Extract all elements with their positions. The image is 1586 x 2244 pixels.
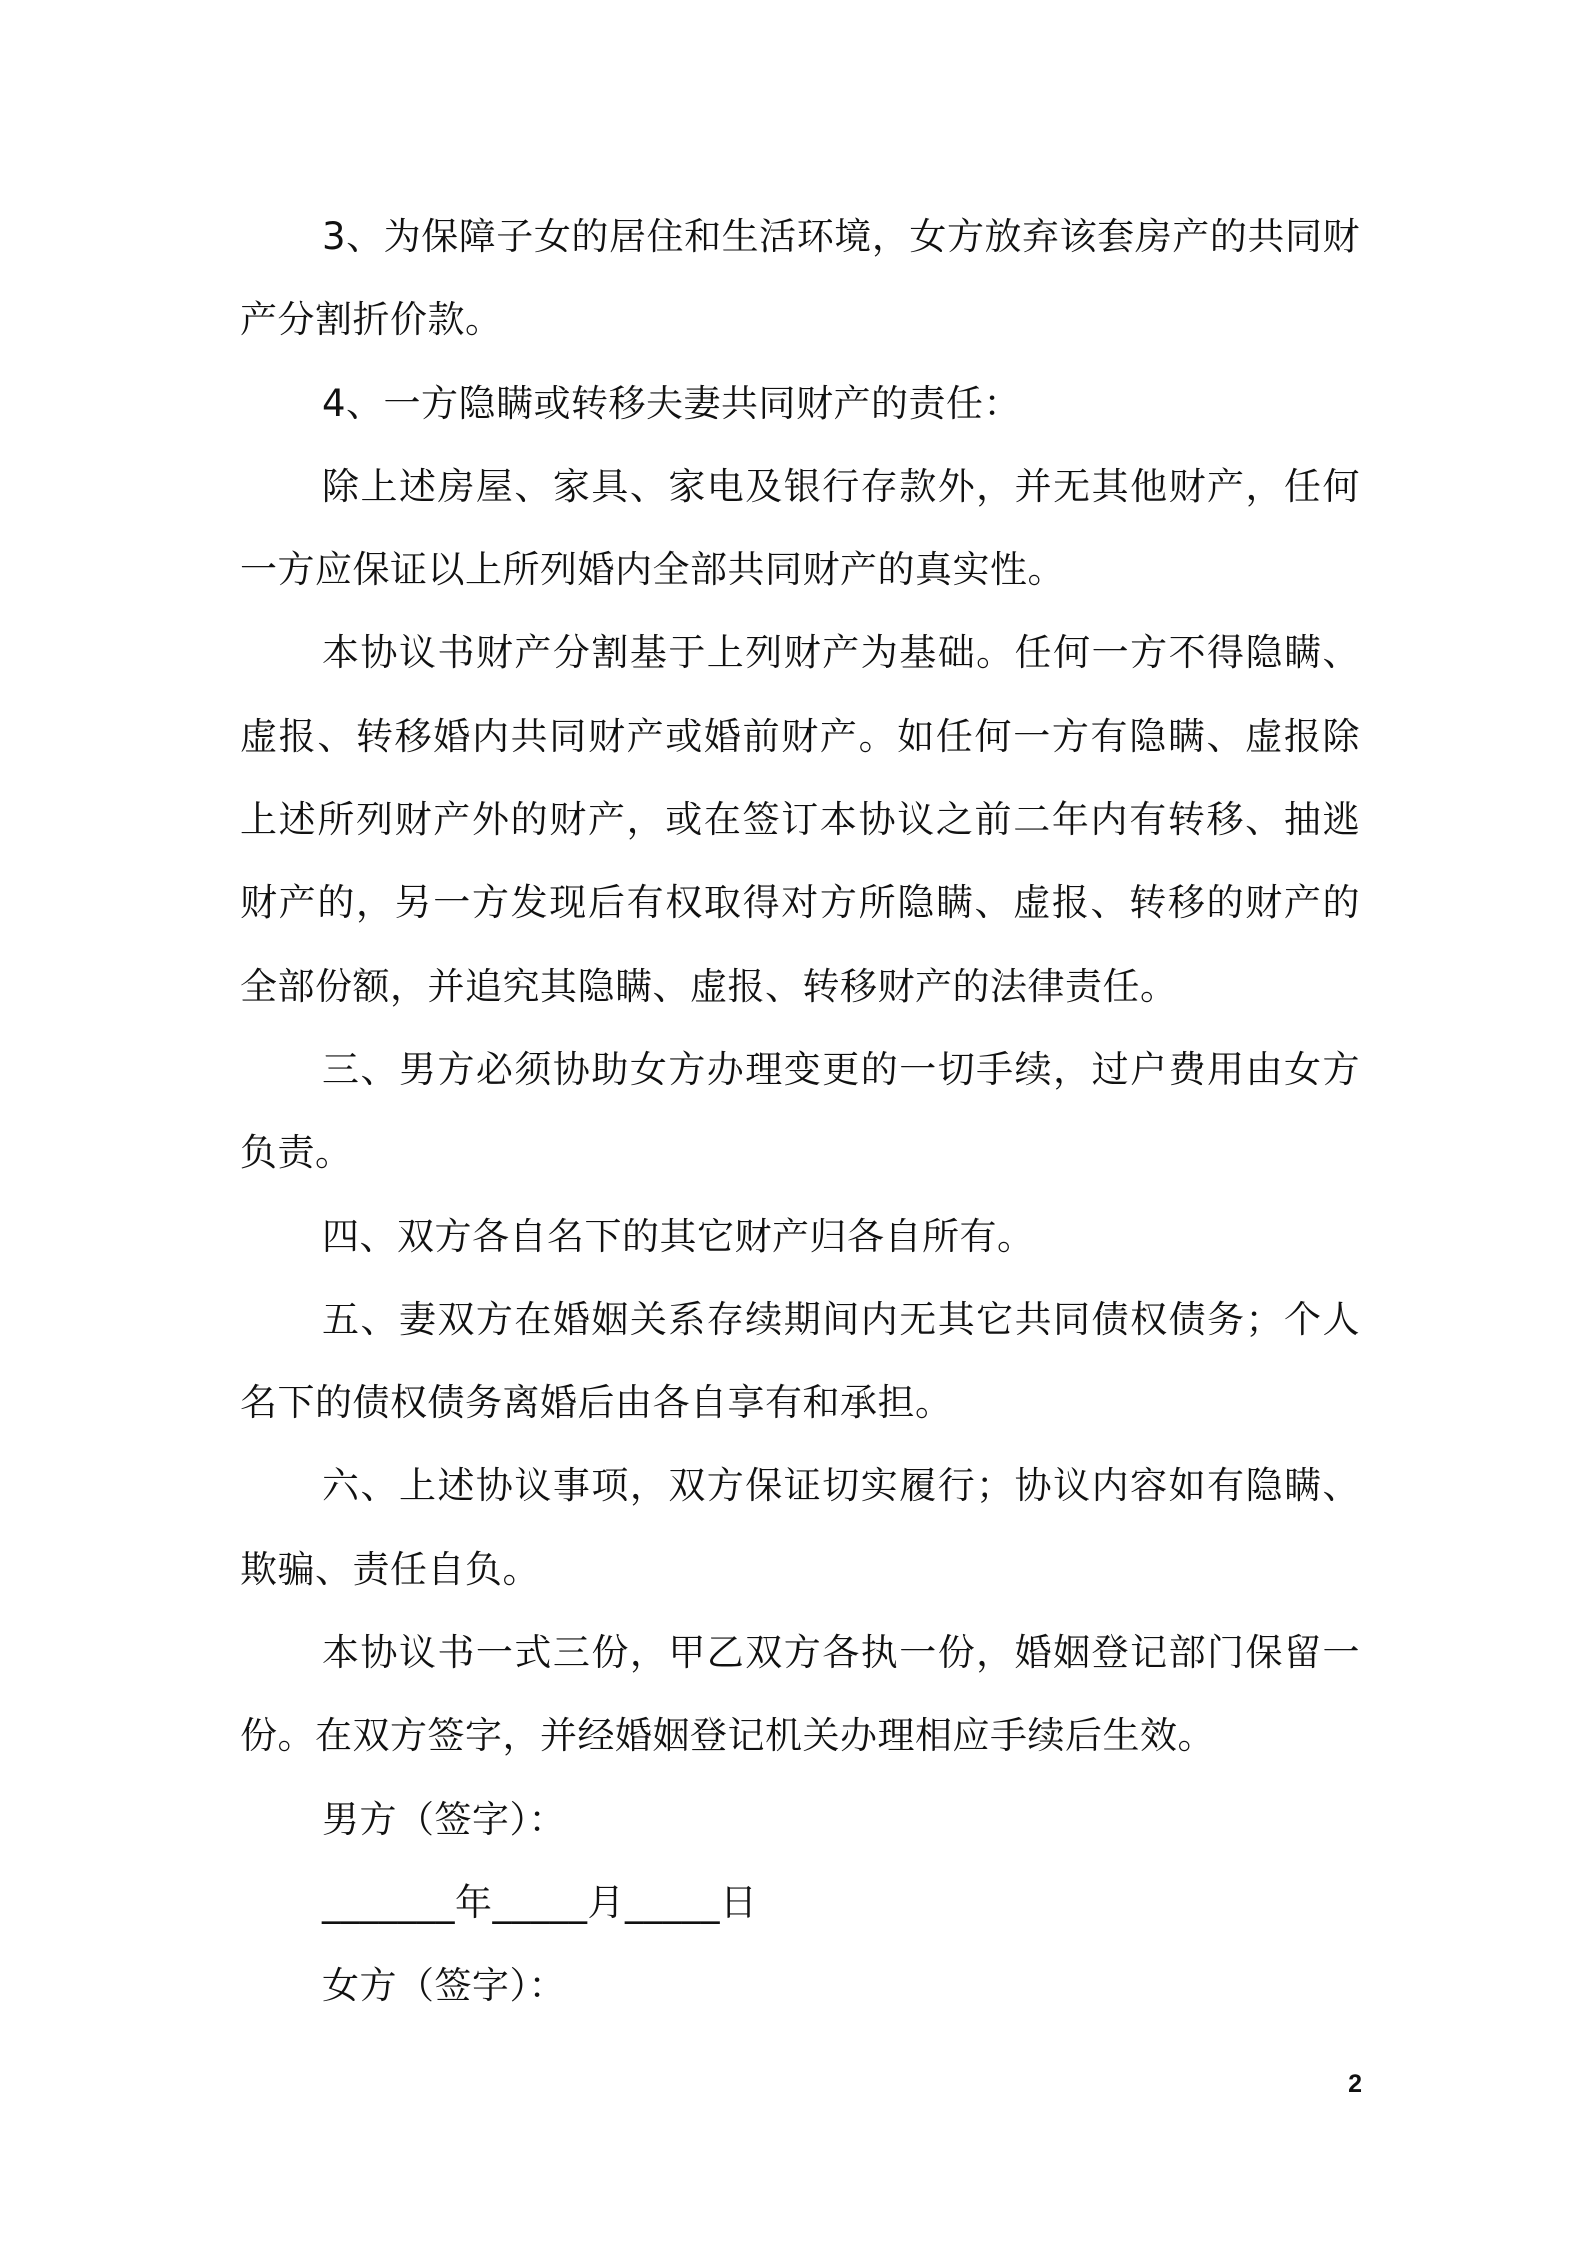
concealment-liability-paragraph: 本协议书财产分割基于上列财产为基础。任何一方不得隐瞒、虚报、转移婚内共同财产或婚前财产。如任何一方有隐瞒、虚报除上述所列财产外的财产，或在签订本协议之前二年内有转移、抽逃财产的，另一方发现后有权取得对方所隐瞒、虚报、转移的财产的全部份额，并追究其隐瞒、虚报、转移财产的法律责任。 — [240, 631, 1360, 1008]
clause-4-heading: 4、一方隐瞒或转移夫妻共同财产的责任： — [322, 381, 1022, 425]
article-six-paragraph: 六、上述协议事项，双方保证切实履行；协议内容如有隐瞒、欺骗、责任自负。 — [240, 1464, 1360, 1591]
property-statement-paragraph: 除上述房屋、家具、家电及银行存款外，并无其他财产，任何一方应保证以上所列婚内全部共同财产的真实性。 — [240, 464, 1360, 592]
page-number: 2 — [1348, 2070, 1362, 2098]
article-five-paragraph: 五、妻双方在婚姻关系存续期间内无其它共同债权债务；个人名下的债权债务离婚后由各自享有和承担。 — [240, 1297, 1360, 1425]
document-body — [240, 195, 1360, 2028]
copies-effect-paragraph: 本协议书一式三份，甲乙双方各执一份，婚姻登记部门保留一份。在双方签字，并经婚姻登记机关办理相应手续后生效。 — [240, 1631, 1360, 1758]
date-line: _______年_____月_____日 — [322, 1880, 758, 1924]
male-signature-label: 男方（签字）： — [322, 1797, 566, 1841]
article-three-paragraph: 三、男方必须协助女方办理变更的一切手续，过户费用由女方负责。 — [240, 1047, 1360, 1175]
article-four-paragraph: 四、双方各自名下的其它财产归各自所有。 — [322, 1214, 1035, 1258]
clause-3-paragraph: 3、为保障子女的居住和生活环境，女方放弃该套房产的共同财产分割折价款。 — [240, 215, 1360, 342]
female-signature-label: 女方（签字）： — [322, 1964, 566, 2008]
